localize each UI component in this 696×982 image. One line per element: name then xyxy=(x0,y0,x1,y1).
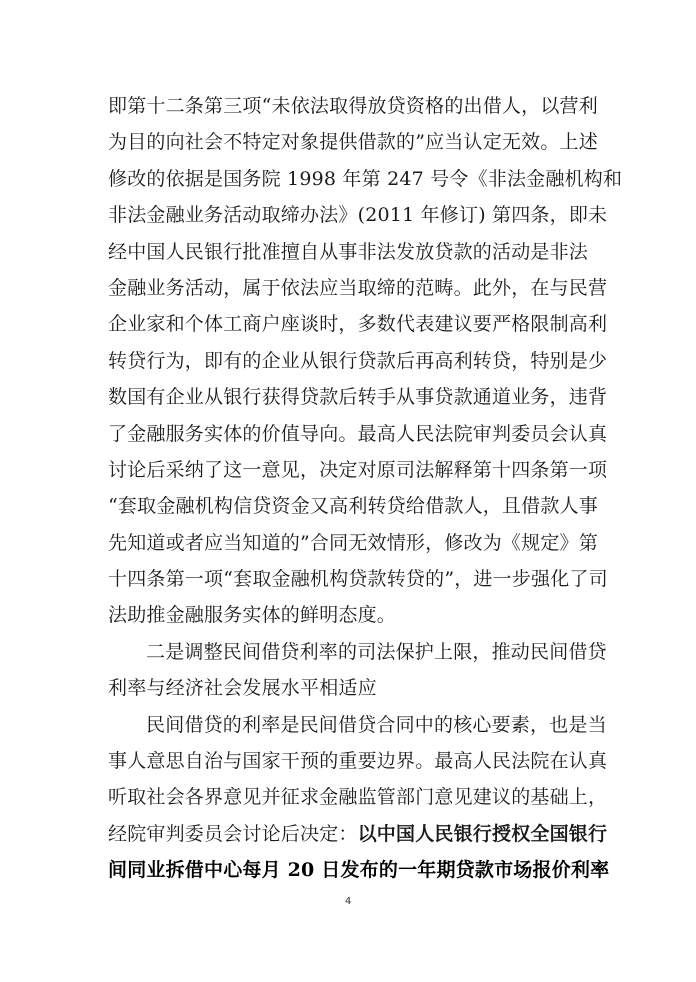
text-line: 法助推金融服务实体的鲜明态度。 xyxy=(108,604,397,627)
text-line-mixed xyxy=(108,816,608,852)
body-text xyxy=(108,88,623,889)
text-line: 即第十二条第三项“未依法取得放贷资格的出借人，以营利 xyxy=(108,95,598,117)
text-line: 了金融服务实体的价值导向。最高人民法院审判委员会认真 xyxy=(108,422,608,445)
text-line: 金融业务活动，属于依法应当取缔的范畴。此外，在与民营 xyxy=(108,276,608,299)
text-line: 非法金融业务活动取缔办法》(2011 年修订) 第四条，即未 xyxy=(108,204,608,227)
text-line: 为目的向社会不特定对象提供借款的”应当认定无效。上述 xyxy=(108,131,598,154)
text-line: 先知道或者应当知道的”合同无效情形，修改为《规定》第 xyxy=(108,531,598,554)
text-line: 转贷行为，即有的企业从银行贷款后再高利转贷，特别是少 xyxy=(108,349,608,372)
text-line: 事人意思自治与国家干预的重要边界。最高人民法院在认真 xyxy=(108,750,608,773)
text-line: 修改的依据是国务院 1998 年第 247 号令《非法金融机构和 xyxy=(108,167,623,190)
text-line: “套取金融机构信贷资金又高利转贷给借款人，且借款人事 xyxy=(108,495,598,518)
plain-segment: 经院审判委员会讨论后决定： xyxy=(108,822,358,845)
page-number: 4 xyxy=(344,896,352,907)
text-line: 民间借贷的利率是民间借贷合同中的核心要素，也是当 xyxy=(146,713,607,736)
text-line: 数国有企业从银行获得贷款后转手从事贷款通道业务，违背 xyxy=(108,386,608,409)
section-heading-line: 二是调整民间借贷利率的司法保护上限，推动民间借贷 xyxy=(146,640,607,663)
text-line: 讨论后采纳了这一意见，决定对原司法解释第十四条第一项 xyxy=(108,458,608,481)
bold-segment: 以中国人民银行授权全国银行 xyxy=(357,822,608,845)
text-line: 企业家和个体工商户座谈时，多数代表建议要严格限制高利 xyxy=(108,313,608,336)
bold-text-line: 间同业拆借中心每月 20 日发布的一年期贷款市场报价利率 xyxy=(108,859,610,882)
text-line: 十四条第一项“套取金融机构贷款转贷的”，进一步强化了司 xyxy=(108,568,608,591)
text-line: 经中国人民银行批准擅自从事非法发放贷款的活动是非法 xyxy=(108,240,589,263)
section-heading-line: 利率与经济社会发展水平相适应 xyxy=(108,677,377,700)
text-line: 听取社会各界意见并征求金融监管部门意见建议的基础上， xyxy=(108,786,608,809)
